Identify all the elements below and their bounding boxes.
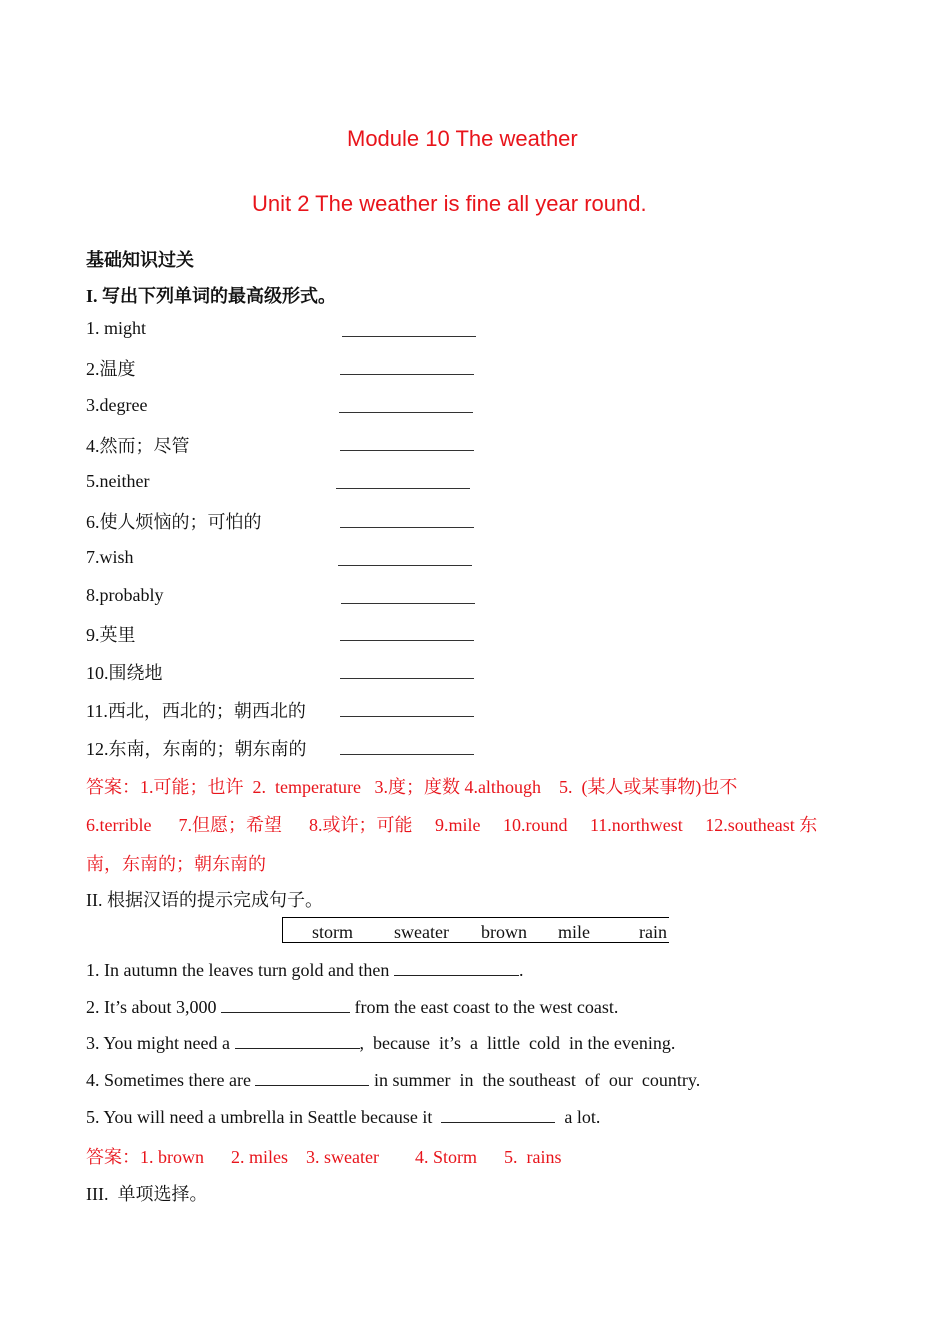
answer-blank[interactable] (339, 412, 473, 413)
sentence-4 (86, 1069, 700, 1091)
part3-heading: III. 单项选择。 (86, 1184, 208, 1204)
sentence-text: 1. In autumn the leaves turn gold and then (86, 960, 394, 980)
sentence-text: . (518, 960, 524, 980)
answer-blank[interactable] (336, 488, 470, 489)
list-item: 3.degree (86, 395, 148, 415)
word-bank (282, 917, 669, 943)
answer-blank[interactable] (340, 374, 474, 375)
list-item: 12.东南，东南的；朝东南的 (86, 739, 307, 759)
part2-heading: II. 根据汉语的提示完成句子。 (86, 890, 323, 910)
sentence-blank[interactable] (255, 1069, 369, 1086)
sentence-5 (86, 1106, 600, 1128)
sentence-text: a lot. (555, 1107, 601, 1127)
answer-blank[interactable] (340, 754, 474, 755)
sentence-2 (86, 996, 618, 1018)
page-subtitle: Unit 2 The weather is fine all year round. (252, 191, 647, 216)
list-item: 7.wish (86, 547, 134, 567)
word-bank-item: storm (312, 922, 354, 942)
sentence-text: , because it’s a little cold in the evening. (359, 1033, 676, 1053)
part2-answer: 答案：1. brown 2. miles 3. sweater 4. Storm 5. rains (86, 1147, 562, 1167)
word-bank-item: sweater (394, 922, 449, 942)
part1-answer-line3: 南，东南的；朝东南的 (86, 854, 266, 874)
list-item: 5.neither (86, 471, 150, 491)
list-item: 6.使人烦恼的；可怕的 (86, 512, 262, 532)
list-item: 8.probably (86, 585, 164, 605)
list-item: 10.围绕地 (86, 663, 163, 683)
sentence-text: from the east coast to the west coast. (350, 997, 619, 1017)
word-bank-item: rain (639, 922, 667, 942)
part1-heading: I. 写出下列单词的最高级形式。 (86, 286, 337, 306)
sentence-text: 2. It’s about 3,000 (86, 997, 221, 1017)
answer-blank[interactable] (340, 640, 474, 641)
list-item: 11.西北，西北的；朝西北的 (86, 701, 306, 721)
part1-answer-line2: 6.terrible 7.但愿；希望 8.或许；可能 9.mile 10.round 11.northwest 12.southeast 东 (86, 815, 818, 835)
answer-blank[interactable] (341, 603, 475, 604)
answer-blank[interactable] (342, 336, 476, 337)
sentence-text: 3. You might need a (86, 1033, 235, 1053)
list-item: 4.然而；尽管 (86, 436, 190, 456)
answer-blank[interactable] (340, 678, 474, 679)
sentence-1 (86, 959, 523, 981)
list-item: 2.温度 (86, 359, 136, 379)
sentence-blank[interactable] (235, 1032, 360, 1049)
word-bank-item: brown (481, 922, 527, 942)
answer-blank[interactable] (340, 450, 474, 451)
list-item: 9.英里 (86, 625, 136, 645)
sentence-blank[interactable] (394, 959, 519, 976)
answer-blank[interactable] (340, 716, 474, 717)
sentence-text: 5. You will need a umbrella in Seattle because it (86, 1107, 442, 1127)
sentence-blank[interactable] (441, 1106, 555, 1123)
answer-blank[interactable] (340, 527, 474, 528)
word-bank-item: mile (558, 922, 590, 942)
answer-blank[interactable] (338, 565, 472, 566)
section-heading: 基础知识过关 (86, 250, 194, 270)
part1-answer-line1: 答案：1.可能；也许 2. temperature 3.度；度数 4.although 5. (某人或某事物)也不 (86, 777, 738, 797)
list-item: 1. might (86, 318, 147, 338)
page-title: Module 10 The weather (347, 126, 578, 151)
sentence-text: 4. Sometimes there are (86, 1070, 256, 1090)
sentence-blank[interactable] (221, 996, 350, 1013)
sentence-3 (86, 1032, 675, 1054)
sentence-text: in summer in the southeast of our country. (369, 1070, 701, 1090)
